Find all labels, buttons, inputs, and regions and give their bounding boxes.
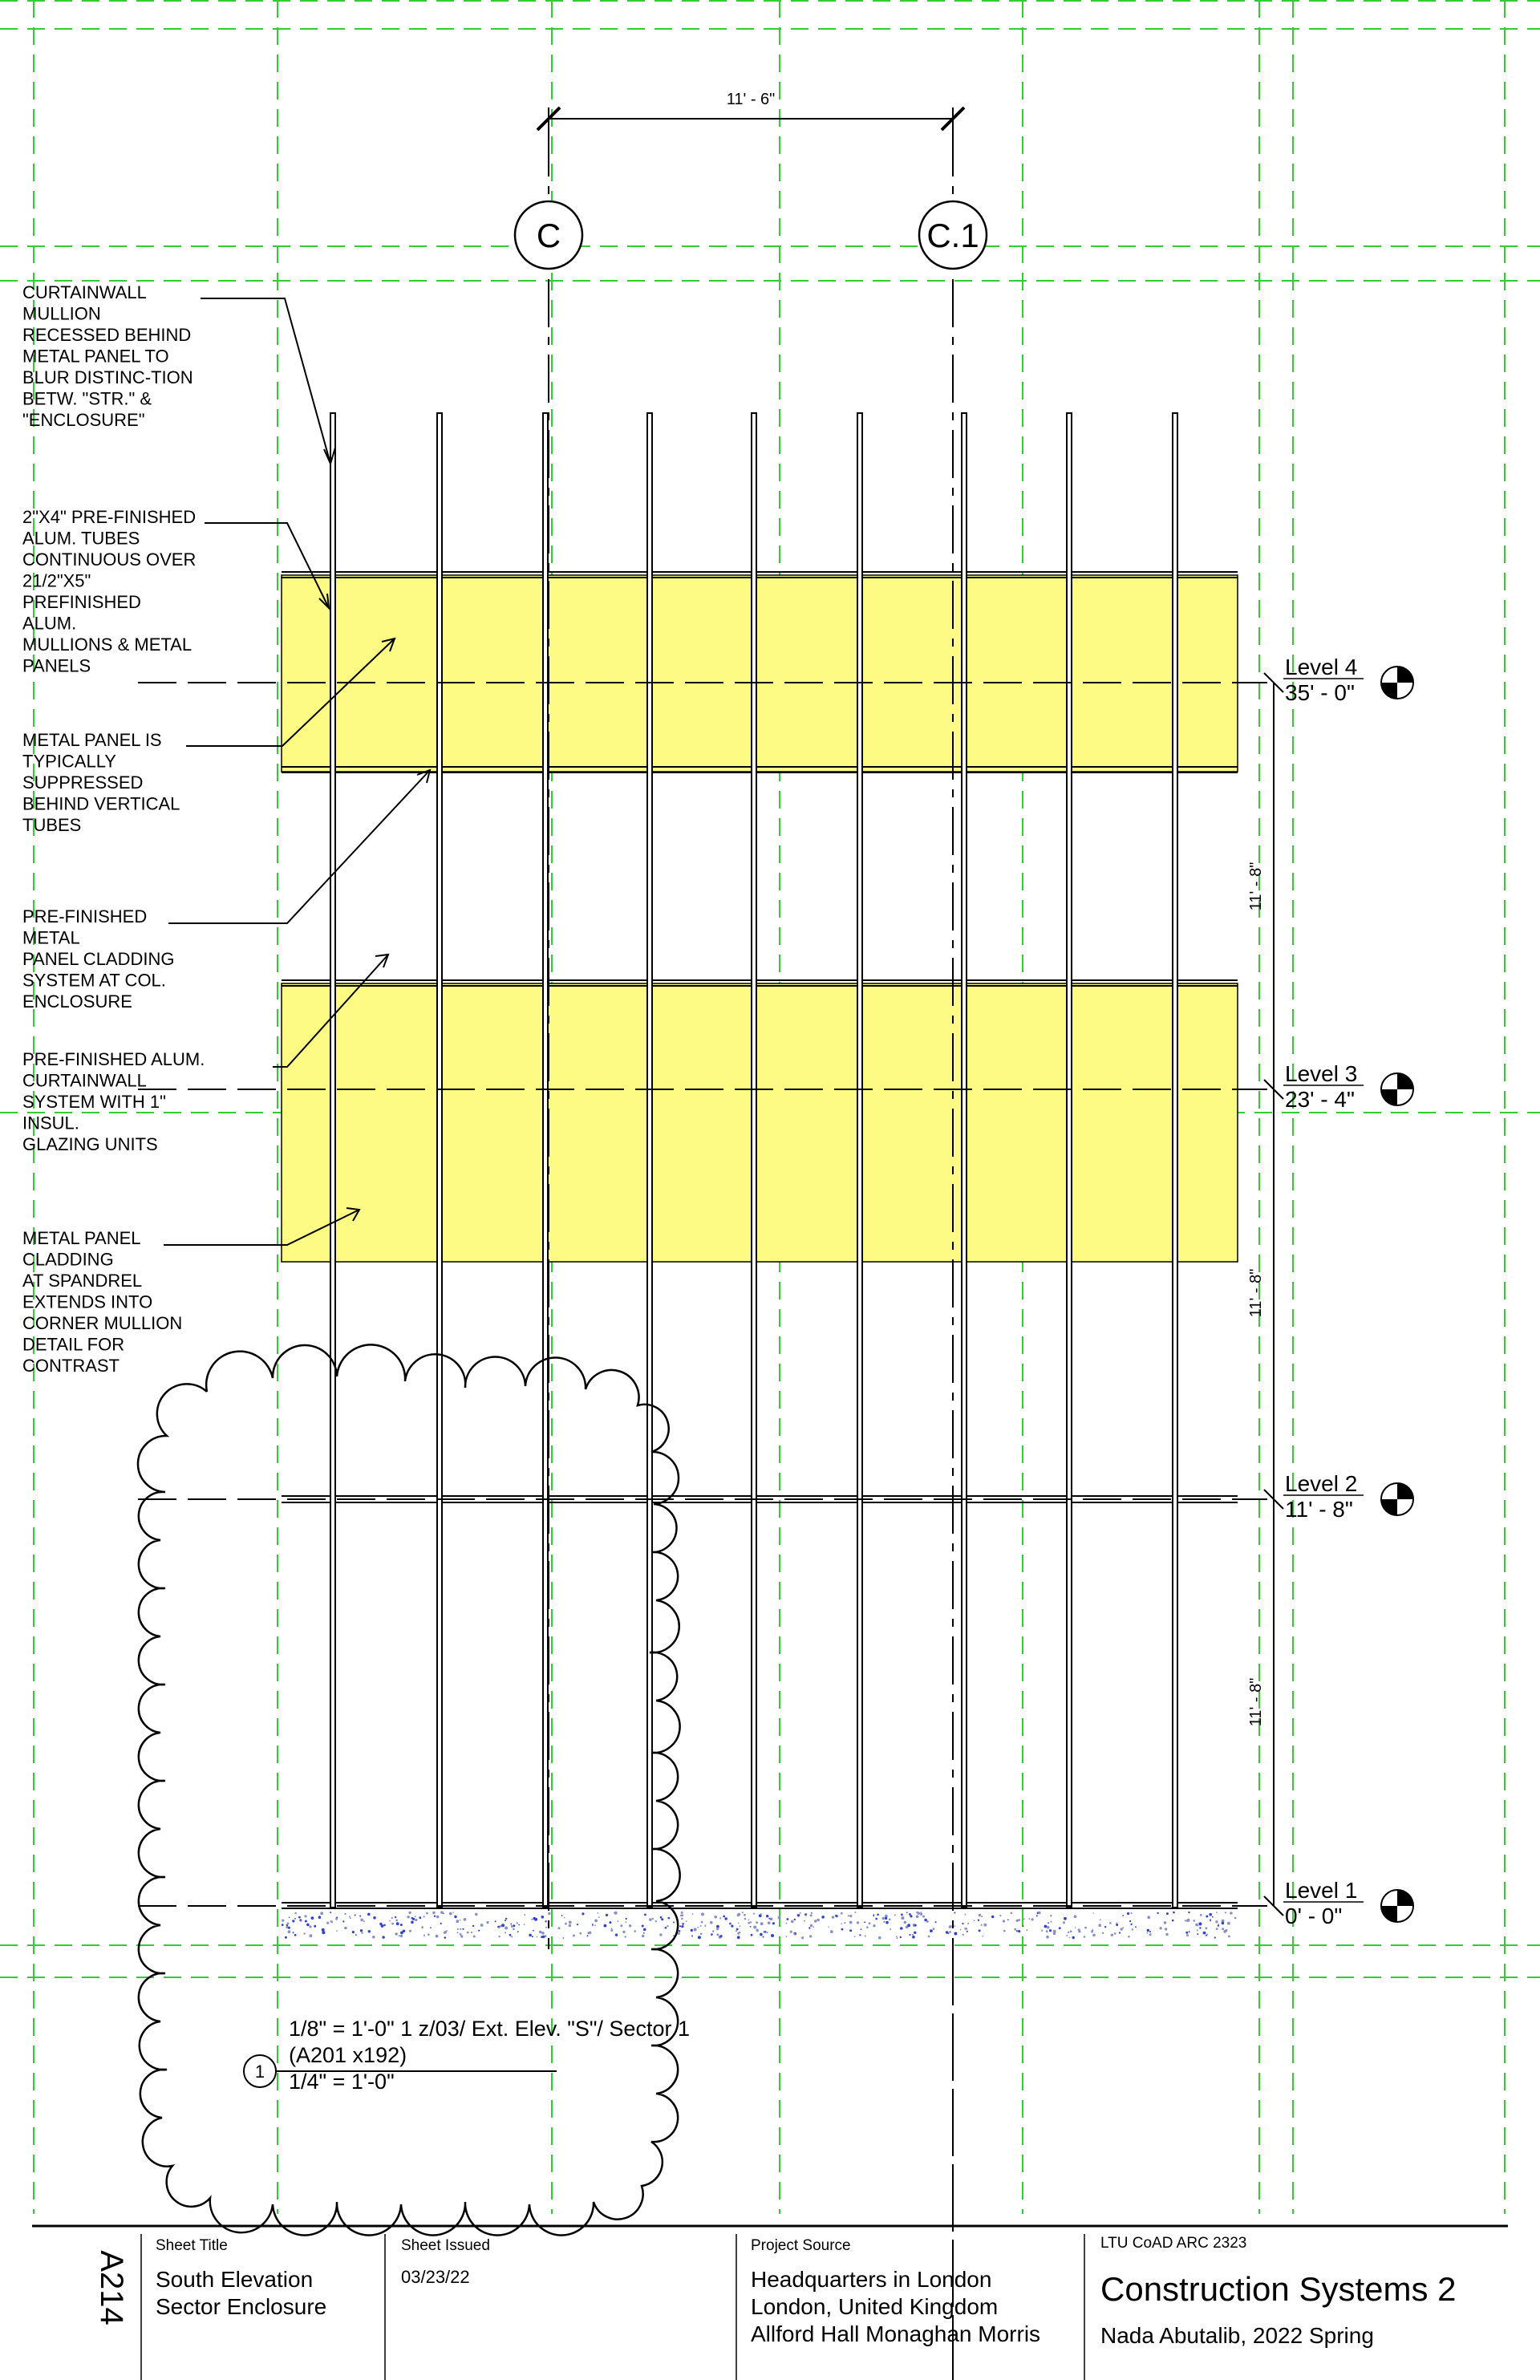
sheet-issued-label: Sheet Issued [401, 2237, 490, 2254]
level-marker [1283, 1061, 1413, 1112]
project-source-line-1: Headquarters in London [751, 2267, 992, 2292]
svg-text:0' - 0": 0' - 0" [1285, 1904, 1343, 1928]
level-dim-2: 11' - 8" [1247, 1268, 1265, 1318]
svg-text:(A201 x192): (A201 x192) [289, 2043, 407, 2067]
revision-cloud [138, 1344, 680, 2235]
course-title: Construction Systems 2 [1100, 2270, 1457, 2308]
level-dimension-line [1264, 673, 1283, 1916]
level-lines [138, 683, 1267, 1906]
title-block [32, 2226, 1508, 2380]
annotation-note: CURTAINWALL MULLION RECESSED BEHIND METAL PANEL TO BLUR DISTINC-TION BETW. "STR." & "ENCLOSURE" [22, 282, 193, 430]
grid-bubble-c1 [919, 201, 987, 269]
sheet-title-line-2: Sector Enclosure [156, 2294, 327, 2319]
sheet-issued-date: 03/23/22 [401, 2267, 470, 2287]
mullion [543, 413, 548, 1908]
level-marker [1283, 1471, 1413, 1522]
annotation-note: PRE-FINISHED ALUM. CURTAINWALL SYSTEM WITH 1" INSUL. GLAZING UNITS [22, 1049, 205, 1154]
svg-text:Level 3: Level 3 [1285, 1061, 1358, 1086]
author: Nada Abutalib, 2022 Spring [1100, 2323, 1374, 2348]
course-label: LTU CoAD ARC 2323 [1100, 2235, 1247, 2252]
mullion [962, 413, 967, 1908]
svg-text:Level 2: Level 2 [1285, 1471, 1358, 1496]
top-dimension [537, 107, 964, 130]
annotation-note: METAL PANEL IS TYPICALLY SUPPRESSED BEHIND VERTICAL TUBES [22, 730, 180, 835]
top-dimension-text: 11' - 6" [726, 91, 776, 108]
mullion [857, 413, 862, 1908]
svg-text:11' - 8": 11' - 8" [1285, 1497, 1353, 1522]
mullion [437, 413, 442, 1908]
grid-bubble-c [515, 201, 582, 269]
annotation-note: METAL PANEL CLADDING AT SPANDREL EXTENDS INTO CORNER MULLION DETAIL FOR CONTRAST [22, 1228, 183, 1376]
svg-text:35' - 0": 35' - 0" [1285, 680, 1355, 705]
annotation-note: 2"X4" PRE-FINISHED ALUM. TUBES CONTINUOUS OVER 21/2"X5" PREFINISHED ALUM. MULLIONS & METAL PANELS [22, 507, 197, 676]
sheet-title-label: Sheet Title [156, 2237, 228, 2254]
mullion [1173, 413, 1177, 1908]
svg-text:1/8" = 1'-0" 1 z/03/ Ext. Elev: 1/8" = 1'-0" 1 z/03/ Ext. Elev. "S"/ Sector 1 [289, 2017, 690, 2041]
svg-text:C: C [536, 217, 561, 254]
view-caption [244, 2017, 690, 2094]
mullion [752, 413, 756, 1908]
annotation-note: PRE-FINISHED METAL PANEL CLADDING SYSTEM AT COL. ENCLOSURE [22, 906, 175, 1012]
project-source-line-2: London, United Kingdom [751, 2294, 999, 2319]
mullion [1067, 413, 1072, 1908]
svg-text:23' - 4": 23' - 4" [1285, 1087, 1355, 1112]
svg-text:C.1: C.1 [926, 217, 979, 254]
level-marker [1283, 655, 1413, 705]
level-dim-1: 11' - 8" [1247, 862, 1265, 911]
sheet-number: A214 [94, 2250, 129, 2325]
sheet-title-line-1: South Elevation [156, 2267, 314, 2292]
mullion [647, 413, 652, 1908]
gravel-strip [282, 1911, 1237, 1939]
project-source-label: Project Source [751, 2237, 851, 2254]
upper-spandrel-panel [282, 575, 1238, 772]
level-markers [1283, 655, 1413, 1928]
level-dim-3: 11' - 8" [1247, 1677, 1265, 1727]
svg-text:1: 1 [254, 2062, 265, 2082]
level-marker [1283, 1878, 1413, 1928]
svg-text:Level 1: Level 1 [1285, 1878, 1358, 1903]
mullion [330, 413, 335, 1908]
svg-text:1/4" = 1'-0": 1/4" = 1'-0" [289, 2070, 395, 2094]
svg-text:Level 4: Level 4 [1285, 655, 1358, 679]
project-source-line-3: Allford Hall Monaghan Morris [751, 2321, 1041, 2346]
lower-spandrel-panel [282, 983, 1238, 1262]
annotation-notes [22, 282, 205, 1376]
